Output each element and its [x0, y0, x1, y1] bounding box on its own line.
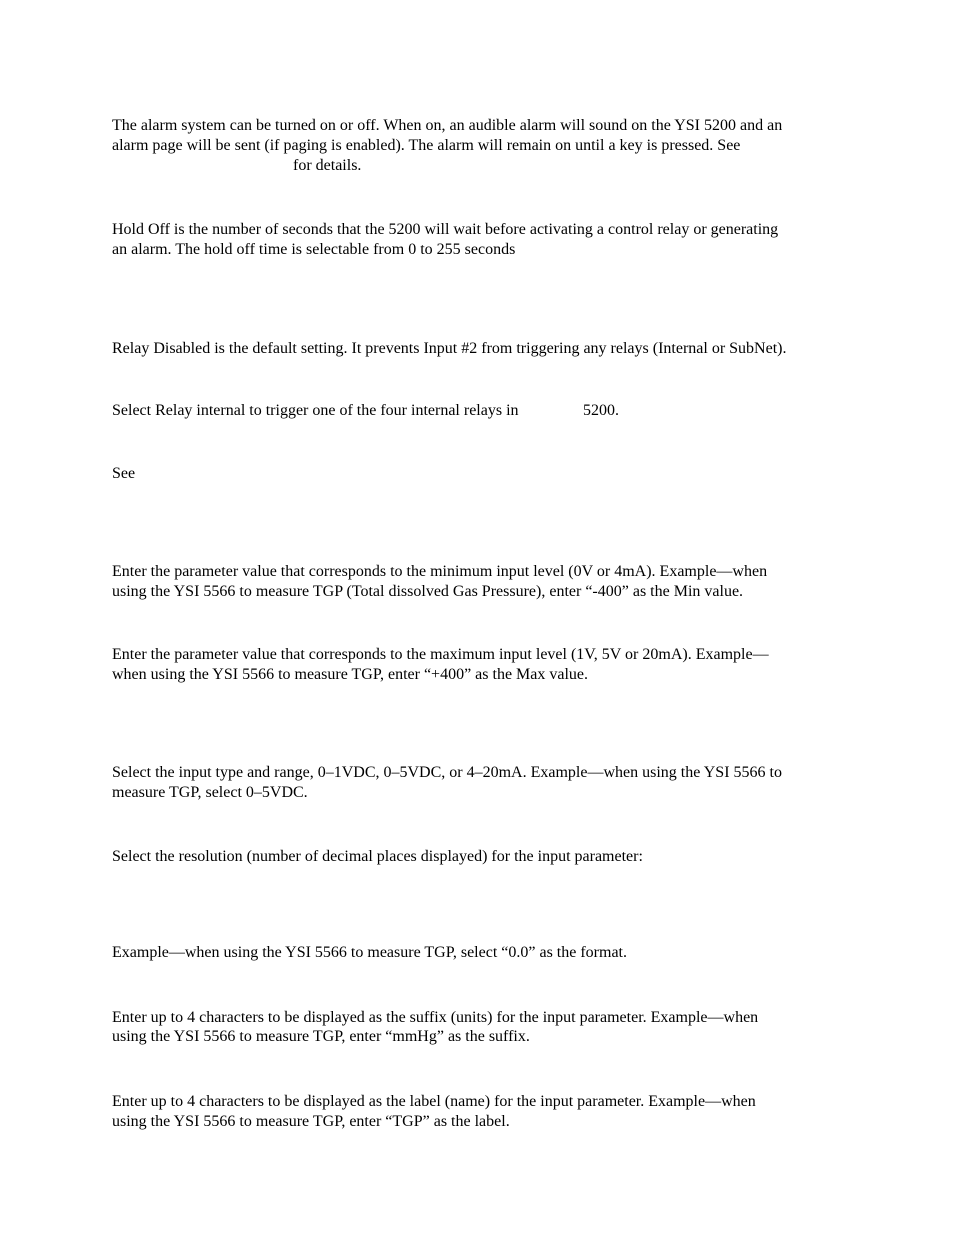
max-value-line-1: Enter the parameter value that corresponds to the maximum input level (1V, 5V or 20mA). Example—: [112, 646, 769, 663]
input-type-line-1: Select the input type and range, 0–1VDC, 0–5VDC, or 4–20mA. Example—when using the YSI 5566 to: [112, 764, 782, 781]
suffix-line-1: Enter up to 4 characters to be displayed as the suffix (units) for the input parameter. Example—when: [112, 1009, 759, 1026]
relay-disabled-line-1: Relay Disabled is the default setting. It prevents Input #2 from triggering any relays (Internal or SubNet).: [112, 340, 787, 357]
input-type-line-2: measure TGP, select 0–5VDC.: [112, 784, 308, 801]
relay-internal-text: Select Relay internal to trigger one of the four internal relays in: [112, 402, 519, 419]
label-line-1: Enter up to 4 characters to be displayed as the label (name) for the input parameter. Example—when: [112, 1093, 756, 1110]
resolution-line-1: Select the resolution (number of decimal places displayed) for the input parameter:: [112, 848, 643, 865]
hold-off-line-2: an alarm. The hold off time is selectable from 0 to 255 seconds: [112, 241, 516, 258]
relay-internal-suffix: 5200.: [583, 402, 619, 419]
max-value-line-2: when using the YSI 5566 to measure TGP, enter “+400” as the Max value.: [112, 666, 589, 683]
alarm-line-3: for details.: [293, 157, 362, 174]
alarm-line-2: alarm page will be sent (if paging is enabled). The alarm will remain on until a key is pressed. See: [112, 137, 741, 154]
min-value-line-1: Enter the parameter value that corresponds to the minimum input level (0V or 4mA). Example—when: [112, 563, 768, 580]
format-example-line-1: Example—when using the YSI 5566 to measure TGP, select “0.0” as the format.: [112, 944, 627, 961]
hold-off-line-1: Hold Off is the number of seconds that the 5200 will wait before activating a control relay or generating: [112, 221, 779, 238]
label-line-2: using the YSI 5566 to measure TGP, enter “TGP” as the label.: [112, 1113, 510, 1130]
see-text: See: [112, 465, 136, 482]
min-value-line-2: using the YSI 5566 to measure TGP (Total dissolved Gas Pressure), enter “-400” as the Min value.: [112, 583, 744, 600]
alarm-line-1: The alarm system can be turned on or off. When on, an audible alarm will sound on the YSI 5200 and an: [112, 117, 783, 134]
suffix-line-2: using the YSI 5566 to measure TGP, enter “mmHg” as the suffix.: [112, 1028, 530, 1045]
